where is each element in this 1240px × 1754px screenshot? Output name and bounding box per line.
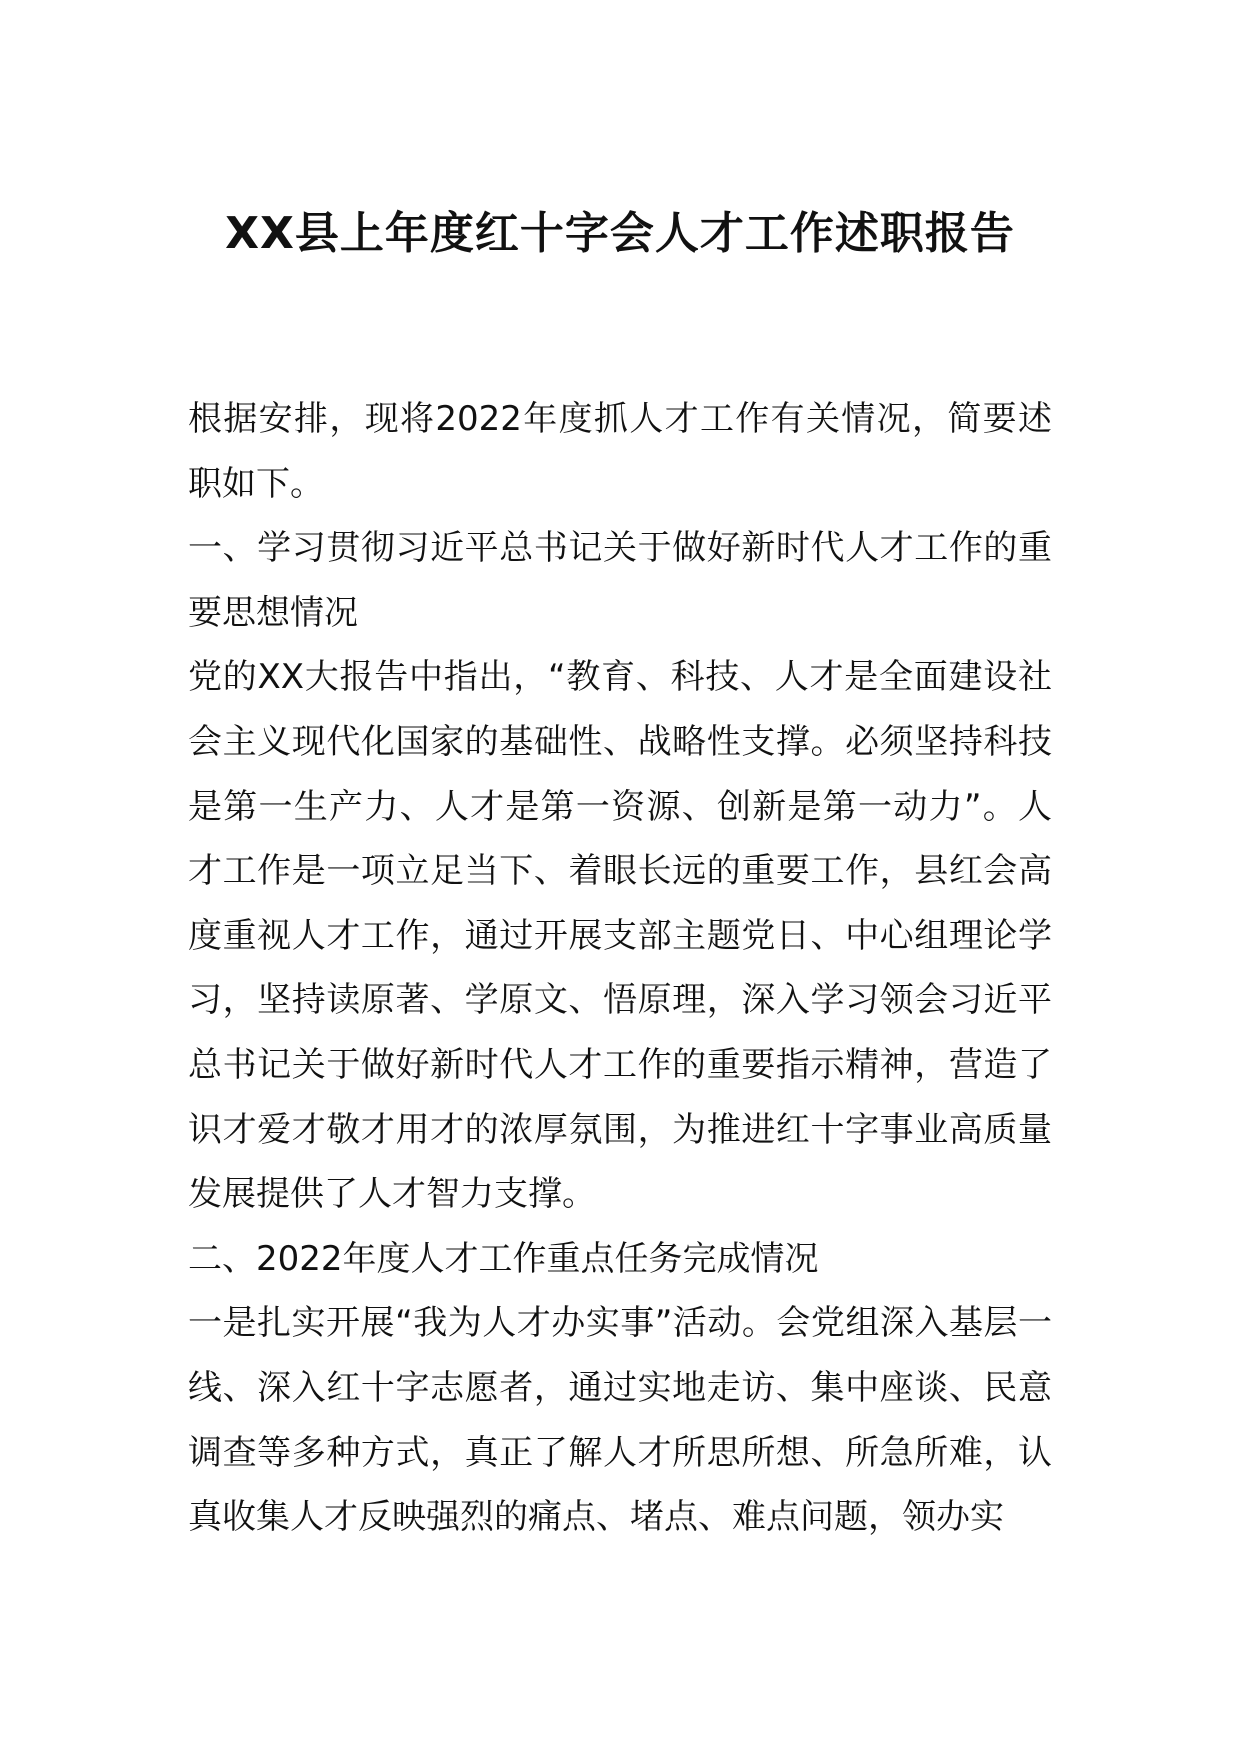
paragraph-section-1: 党的XX大报告中指出，“教育、科技、人才是全面建设社会主义现代化国家的基础性、战略性支撑。必须坚持科技是第一生产力、人才是第一资源、创新是第一动力”。人才工作是一项立足当下、着眼长远的重要工作，县红会高度重视人才工作，通过开展支部主题党日、中心组理论学习，坚持读原著、学原文、悟原理，深入学习领会习近平总书记关于做好新时代人才工作的重要指示精神，营造了识才爱才敬才用才的浓厚氛围，为推进红十字事业高质量发展提供了人才智力支撑。: [188, 657, 1052, 1215]
paragraph-intro: 根据安排，现将2022年度抓人才工作有关情况，简要述职如下。: [188, 399, 1052, 504]
section-heading-2: 二、2022年度人才工作重点任务完成情况: [188, 1238, 819, 1279]
document-title: XX县上年度红十字会人才工作述职报告: [225, 208, 1015, 259]
section-heading-1: 一、学习贯彻习近平总书记关于做好新时代人才工作的重要思想情况: [188, 528, 1052, 633]
paragraph-section-2: 一是扎实开展“我为人才办实事”活动。会党组深入基层一线、深入红十字志愿者，通过实地走访、集中座谈、民意调查等多种方式，真正了解人才所思所想、所急所难，认真收集人才反映强烈的痛点、堵点、难点问题，领办实: [188, 1303, 1052, 1538]
document-body: [188, 387, 1052, 1550]
